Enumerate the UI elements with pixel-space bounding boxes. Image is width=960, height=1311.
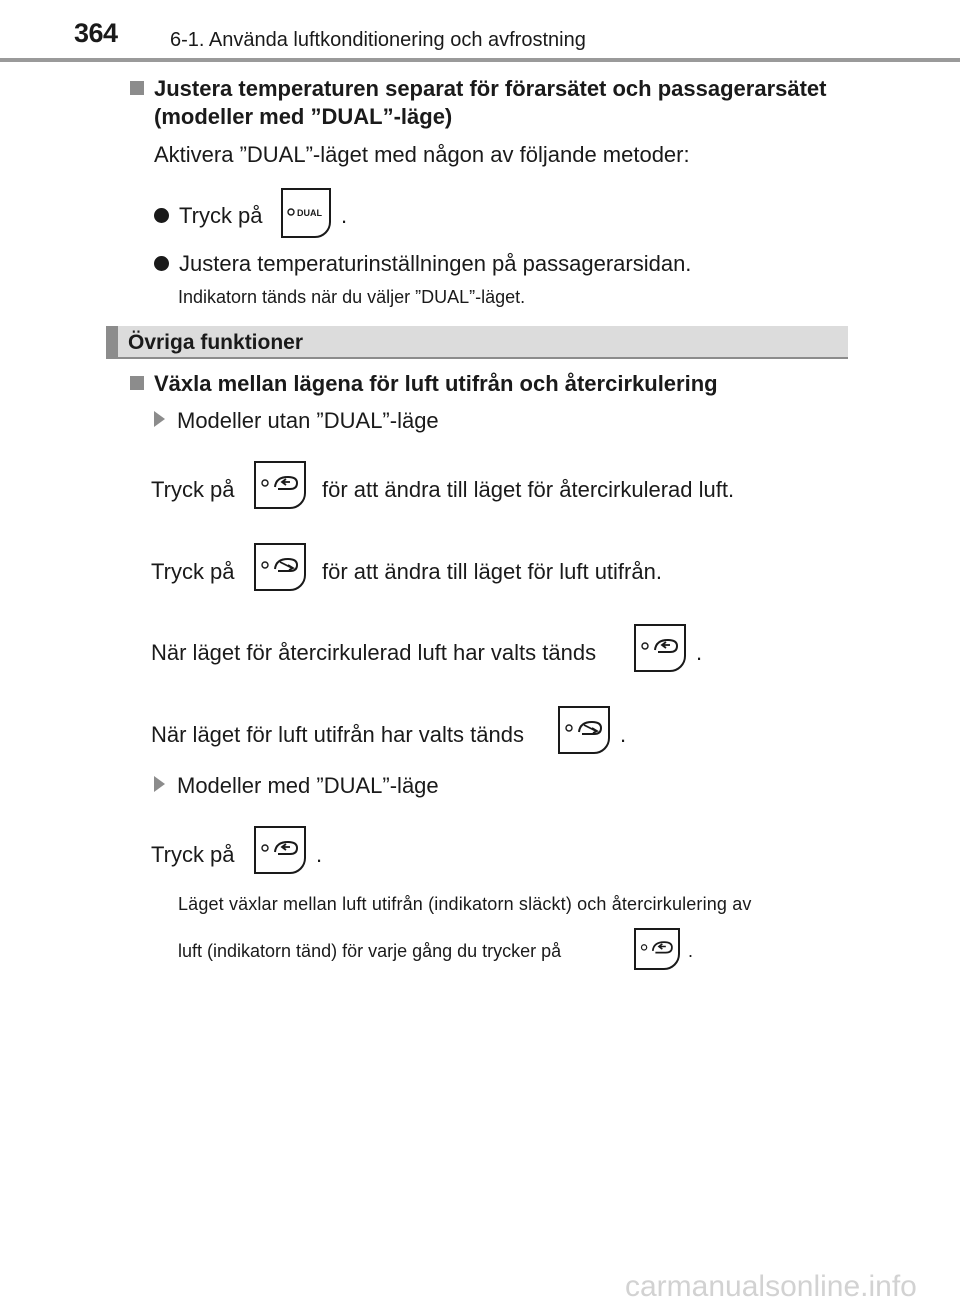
subheading-with-dual [154, 773, 439, 799]
subheading-without-dual [154, 408, 439, 434]
air-mode-heading [130, 367, 718, 400]
dual-intro: Aktivera ”DUAL”-läget med någon av följande metoder: [154, 142, 690, 167]
row4-after: . [620, 722, 627, 747]
sub2-text: Modeller med ”DUAL”-läge [177, 773, 439, 798]
row5-after: . [316, 842, 323, 867]
outside-air-button-icon [558, 706, 610, 754]
note-period: . [688, 941, 694, 961]
row4-before: När läget för luft utifrån har valts tänds [151, 722, 524, 747]
section-title-other-functions: Övriga funktioner [106, 326, 848, 359]
bullet1-text: Tryck på [179, 203, 263, 228]
air-mode-heading-text: Växla mellan lägena för luft utifrån och återcirkulering [154, 371, 718, 396]
outside-air-button-icon [254, 543, 306, 591]
bullet1-period: . [341, 203, 348, 228]
dual-mode-note-line2: luft (indikatorn tänd) för varje gång du trycker på [178, 941, 562, 961]
chapter-title: 6-1. Använda luftkonditionering och avfrostning [170, 29, 586, 51]
dual-mode-note-line1: Läget växlar mellan luft utifrån (indikatorn släckt) och återcirkulering av [178, 894, 752, 914]
bullet-dot-icon [154, 256, 169, 271]
row1-after: för att ändra till läget för återcirkulerad luft. [322, 477, 735, 502]
recirculation-button-icon [254, 826, 306, 874]
bullet2-text: Justera temperaturinställningen på passagerarsidan. [179, 251, 692, 276]
recirculation-button-icon [634, 928, 680, 970]
triangle-bullet-icon [154, 411, 165, 427]
dual-note: Indikatorn tänds när du väljer ”DUAL”-läget. [178, 287, 526, 307]
sub1-text: Modeller utan ”DUAL”-läge [177, 408, 439, 433]
page-number: 364 [74, 18, 118, 48]
header-divider [0, 58, 960, 62]
dual-heading-line1: Justera temperaturen separat för förarsätet och passagerarsätet [154, 76, 827, 101]
square-bullet-icon [130, 376, 144, 390]
recirculation-button-icon [634, 624, 686, 672]
bullet-item-passenger [154, 251, 691, 277]
row1-before: Tryck på [151, 477, 235, 502]
dual-heading-line2: (modeller med ”DUAL”-läge) [154, 104, 453, 129]
bullet-item-press-dual [154, 203, 263, 229]
row2-after: för att ändra till läget för luft utifrån. [322, 559, 662, 584]
recirculation-button-icon [254, 461, 306, 509]
row3-before: När läget för återcirkulerad luft har valts tänds [151, 640, 597, 665]
triangle-bullet-icon [154, 776, 165, 792]
row2-before: Tryck på [151, 559, 235, 584]
bullet-dot-icon [154, 208, 169, 223]
row5-before: Tryck på [151, 842, 235, 867]
row3-after: . [696, 640, 703, 665]
dual-button-icon [281, 188, 331, 238]
watermark: carmanualsonline.info [625, 1270, 917, 1303]
square-bullet-icon [130, 81, 144, 95]
svg-text:DUAL: DUAL [297, 208, 322, 218]
